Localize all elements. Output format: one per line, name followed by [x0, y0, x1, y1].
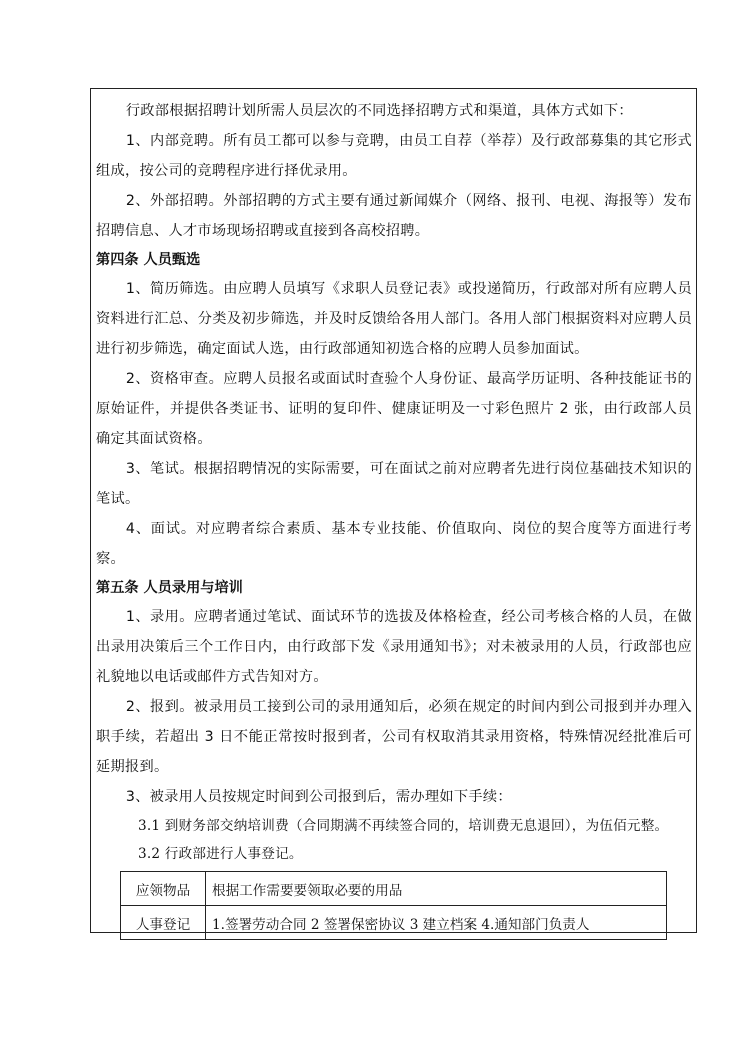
- table-cell-label: 人事登记: [121, 906, 206, 940]
- table-row: [121, 906, 667, 940]
- onboarding-items-table: [120, 871, 667, 940]
- external-recruitment-paragraph: 2、外部招聘。外部招聘的方式主要有通过新闻媒介（网络、报刊、电视、海报等）发布招聘信息、人才市场现场招聘或直接到各高校招聘。: [96, 193, 692, 239]
- section-4-heading: 第四条 人员甄选: [96, 252, 201, 268]
- procedures-paragraph: 3、被录用人员按规定时间到公司报到后，需办理如下手续：: [125, 789, 512, 805]
- table-cell-value: 1.签署劳动合同 2 签署保密协议 3 建立档案 4.通知部门负责人: [206, 906, 667, 940]
- table-cell-value: 根据工作需要要领取必要的用品: [206, 872, 667, 906]
- table-cell-label: 应领物品: [121, 872, 206, 906]
- qualification-review-paragraph: 2、资格审查。应聘人员报名或面试时查验个人身份证、最高学历证明、各种技能证书的原始证件，并提供各类证书、证明的复印件、健康证明及一寸彩色照片 2 张，由行政部人员确定其面试资格。: [96, 371, 692, 447]
- onboarding-paragraph: 2、报到。被录用员工接到公司的录用通知后，必须在规定的时间内到公司报到并办理入职手续，若超出 3 日不能正常按时报到者，公司有权取消其录用资格，特殊情况经批准后可延期报到。: [96, 699, 692, 775]
- written-test-paragraph: 3、笔试。根据招聘情况的实际需要，可在面试之前对应聘者先进行岗位基础技术知识的笔试。: [96, 461, 692, 507]
- internal-recruitment-paragraph: 1、内部竞聘。所有员工都可以参与竞聘，由员工自荐（举荐）及行政部募集的其它形式组成，按公司的竞聘程序进行择优录用。: [96, 133, 692, 179]
- personnel-registration-line: 3.2 行政部进行人事登记。: [138, 846, 303, 862]
- training-fee-line: 3.1 到财务部交纳培训费（合同期满不再续签合同的，培训费无息退回），为伍佰元整。: [138, 818, 669, 834]
- section-5-heading: 第五条 人员录用与培训: [96, 580, 243, 596]
- hiring-paragraph: 1、录用。应聘者通过笔试、面试环节的选拔及体格检查，经公司考核合格的人员，在做出录用决策后三个工作日内，由行政部下发《录用通知书》；对未被录用的人员，行政部也应礼貌地以电话或邮件方式告知对方。: [96, 609, 692, 685]
- intro-paragraph: 行政部根据招聘计划所需人员层次的不同选择招聘方式和渠道，具体方式如下：: [125, 103, 633, 119]
- document-body: [96, 96, 692, 868]
- table-row: [121, 872, 667, 906]
- interview-paragraph: 4、面试。对应聘者综合素质、基本专业技能、价值取向、岗位的契合度等方面进行考察。: [96, 521, 692, 567]
- resume-screening-paragraph: 1、简历筛选。由应聘人员填写《求职人员登记表》或投递简历，行政部对所有应聘人员资料进行汇总、分类及初步筛选，并及时反馈给各用人部门。各用人部门根据资料对应聘人员进行初步筛选，确定面试人选，由行政部通知初选合格的应聘人员参加面试。: [96, 281, 692, 357]
